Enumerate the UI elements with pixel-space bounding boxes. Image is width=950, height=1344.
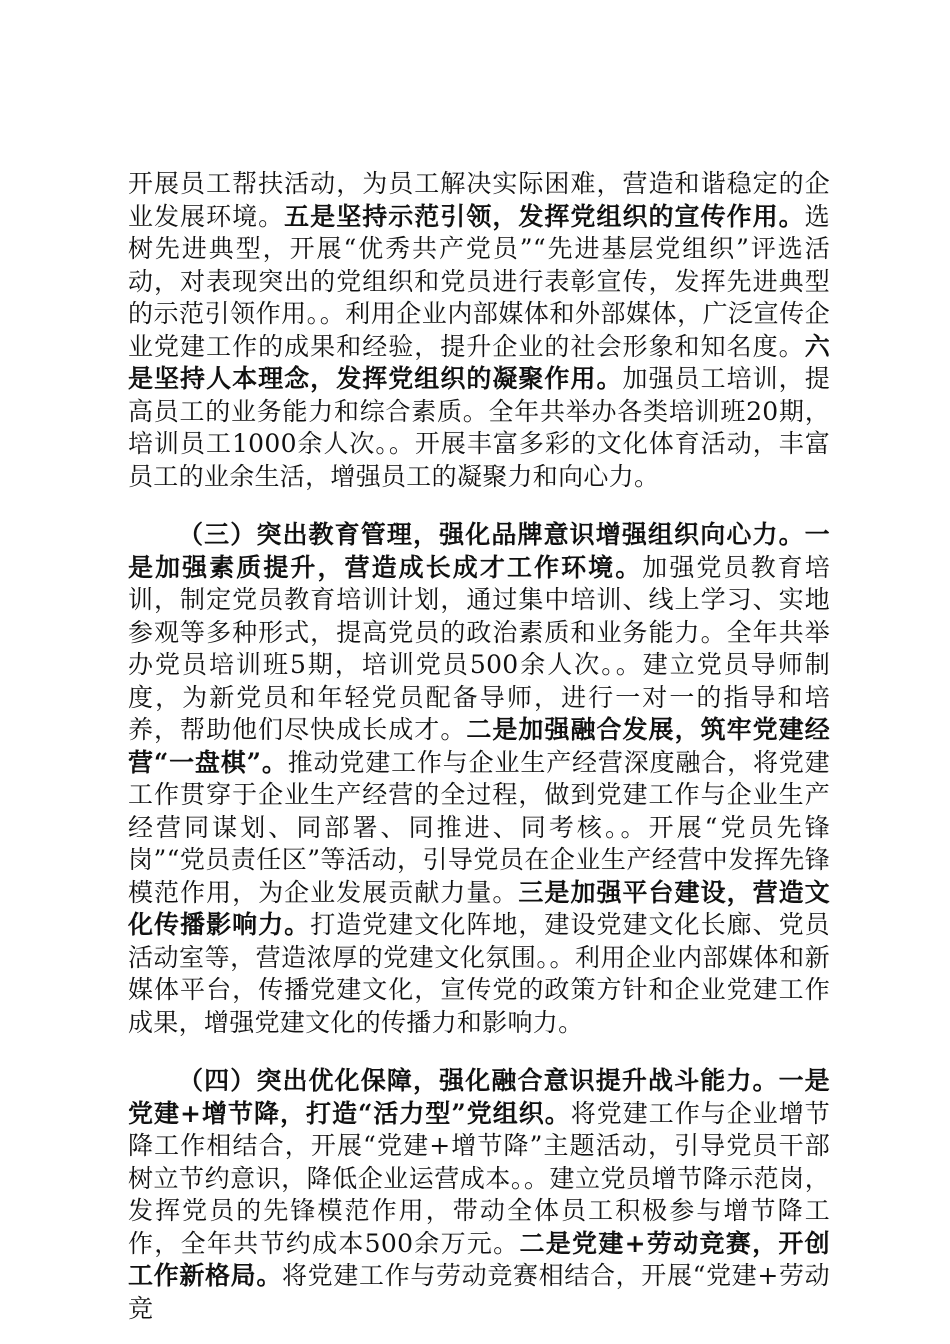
text-run: 推动党建工作与企业生产经营深度融合，将党建工作贯穿于企业生产经营的全过程，做到党建工作与企业生产经营同谋划、同部署、同推进、同考核。。开展“党员先锋岗”“党员责任区”等活动，引导党员在企业生产经营中发挥先锋模范作用，为企业发展贡献力量。 <box>128 747 830 907</box>
text-run: 将党建工作与劳动竞赛相结合，开展“党建+劳动竞 <box>128 1261 830 1323</box>
text-run: 打造党建文化阵地，建设党建文化长廊、党员活动室等，营造浓厚的党建文化氛围。。利用企业内部媒体和新媒体平台，传播党建文化，宣传党的政策方针和企业党建工作成果，增强党建文化的传播力和影响力。 <box>128 910 830 1037</box>
paragraph-2 <box>128 519 830 1039</box>
document-page <box>128 168 830 1325</box>
text-run: 选树先进典型，开展“优秀共产党员”“先进基层党组织”评选活动，对表现突出的党组织和党员进行表彰宣传，发挥先进典型的示范引领作用。。利用企业内部媒体和外部媒体，广泛宣传企业党建工作的成果和经验，提升企业的社会形象和知名度。 <box>128 201 830 361</box>
bold-heading-run: 五是坚持示范引领，发挥党组织的宣传作用。 <box>284 201 805 231</box>
bold-heading-run: 六是坚持人本理念，发挥党组织的凝聚作用。 <box>128 331 830 393</box>
text-run: 将党建工作与企业增节降工作相结合，开展“党建+增节降”主题活动，引导党员干部树立节约意识，降低企业运营成本。。建立党员增节降示范岗，发挥党员的先锋模范作用，带动全体员工积极参与增节降工作，全年共节约成本500余万元。 <box>128 1098 830 1258</box>
bold-heading-run: （四）突出优化保障，强化融合意识提升战斗能力。一是党建+增节降，打造“活力型”党组织。 <box>128 1066 830 1128</box>
text-run: 加强员工培训，提高员工的业务能力和综合素质。全年共举办各类培训班20期，培训员工1000余人次。。开展丰富多彩的文化体育活动，丰富员工的业余生活，增强员工的凝聚力和向心力。 <box>128 364 831 491</box>
bold-heading-run: 二是加强融合发展，筑牢党建经营“一盘棋”。 <box>128 715 831 777</box>
paragraph-1 <box>128 168 830 493</box>
bold-heading-run: 二是党建+劳动竞赛，开创工作新格局。 <box>128 1228 830 1290</box>
text-run: 开展员工帮扶活动，为员工解决实际困难，营造和谐稳定的企业发展环境。 <box>128 169 830 231</box>
bold-heading-run: 三是加强平台建设，营造文化传播影响力。 <box>128 877 830 939</box>
text-run: 加强党员教育培训，制定党员教育培训计划，通过集中培训、线上学习、实地参观等多种形式，提高党员的政治素质和业务能力。全年共举办党员培训班5期，培训党员500余人次。。建立党员导师制度，为新党员和年轻党员配备导师，进行一对一的指导和培养，帮助他们尽快成长成才。 <box>128 552 831 744</box>
bold-heading-run: （三）突出教育管理，强化品牌意识增强组织向心力。一是加强素质提升，营造成长成才工作环境。 <box>128 520 830 582</box>
paragraph-3 <box>128 1065 830 1325</box>
